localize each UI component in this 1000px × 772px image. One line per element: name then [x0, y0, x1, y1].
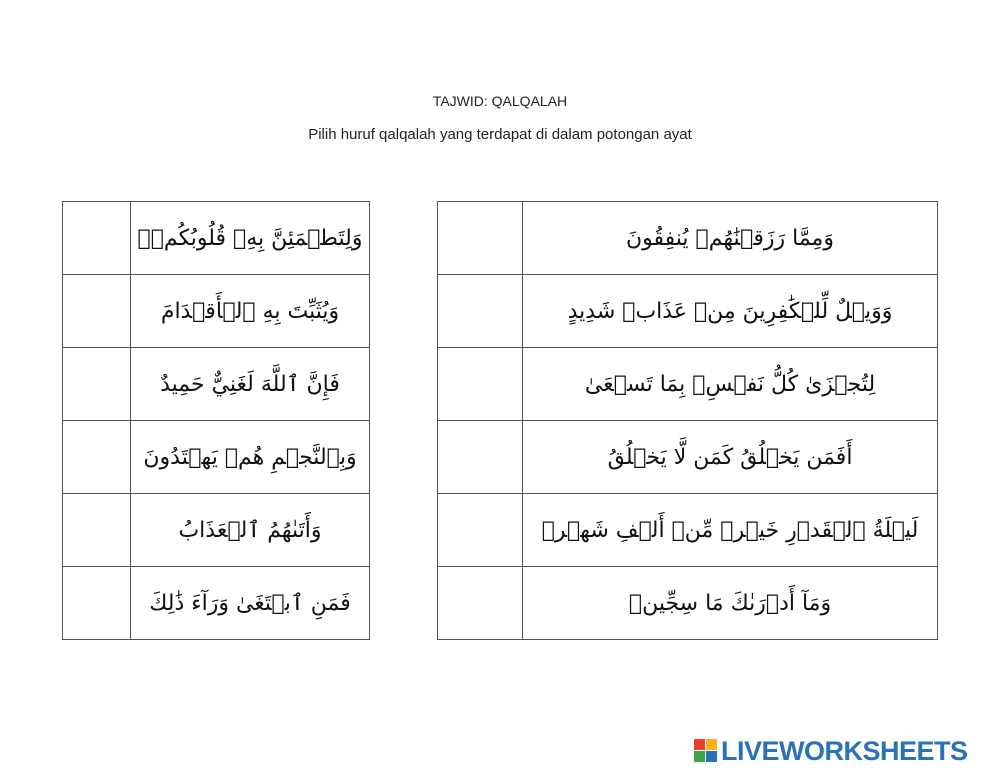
verse-text: لِتُجۡزَىٰ كُلُّ نَفۡسِۭ بِمَا تَسۡعَىٰ	[523, 348, 938, 421]
worksheet-title: TAJWID: QALQALAH	[432, 93, 568, 109]
answer-box[interactable]	[63, 202, 131, 275]
verse-text: فَمَنِ ٱبۡتَغَىٰ وَرَآءَ ذَٰلِكَ	[131, 567, 370, 640]
verse-text: وَمَآ أَدۡرَىٰكَ مَا سِجِّينٞ	[523, 567, 938, 640]
table-row	[438, 275, 938, 348]
verse-text: وَوَيۡلٌ لِّلۡكَٰفِرِينَ مِنۡ عَذَابٖ شَدِيدٍ	[523, 275, 938, 348]
verse-text: أَفَمَن يَخۡلُقُ كَمَن لَّا يَخۡلُقُ	[523, 421, 938, 494]
verse-text: وَبِٱلنَّجۡمِ هُمۡ يَهۡتَدُونَ	[131, 421, 370, 494]
verse-text: فَإِنَّ ٱللَّهَ لَغَنِيٌّ حَمِيدٌ	[131, 348, 370, 421]
answer-box[interactable]	[63, 348, 131, 421]
table-row	[438, 421, 938, 494]
answer-box[interactable]	[63, 275, 131, 348]
table-row	[63, 348, 370, 421]
table-row	[63, 275, 370, 348]
answer-box[interactable]	[63, 421, 131, 494]
logo-square-blue	[706, 751, 717, 762]
verse-text: وَلِتَطۡمَئِنَّ بِهِۦ قُلُوبُكُمۡۚ	[131, 202, 370, 275]
right-verse-table	[437, 201, 938, 640]
table-row	[63, 567, 370, 640]
answer-box[interactable]	[438, 202, 523, 275]
answer-box[interactable]	[63, 567, 131, 640]
table-row	[63, 202, 370, 275]
table-row	[438, 494, 938, 567]
answer-box[interactable]	[438, 275, 523, 348]
left-verse-table	[62, 201, 370, 640]
answer-box[interactable]	[438, 494, 523, 567]
logo-square-red	[694, 739, 705, 750]
table-row	[438, 202, 938, 275]
logo-square-green	[694, 751, 705, 762]
worksheet-instruction: Pilih huruf qalqalah yang terdapat di dalam potongan ayat	[308, 126, 692, 143]
verse-text: لَيۡلَةُ ٱلۡقَدۡرِ خَيۡرٞ مِّنۡ أَلۡفِ شَهۡرٖ	[523, 494, 938, 567]
verse-text: وَيُثَبِّتَ بِهِ ٱلۡأَقۡدَامَ	[131, 275, 370, 348]
answer-box[interactable]	[438, 421, 523, 494]
logo-text: LIVEWORKSHEETS	[721, 736, 968, 766]
table-row	[438, 348, 938, 421]
answer-box[interactable]	[438, 567, 523, 640]
answer-box[interactable]	[63, 494, 131, 567]
liveworksheets-logo	[694, 736, 968, 766]
verse-text: وَمِمَّا رَزَقۡنَٰهُمۡ يُنفِقُونَ	[523, 202, 938, 275]
table-row	[63, 494, 370, 567]
verse-text: وَأَتَىٰهُمُ ٱلۡعَذَابُ	[131, 494, 370, 567]
logo-square-yellow	[706, 739, 717, 750]
table-row	[438, 567, 938, 640]
table-row	[63, 421, 370, 494]
answer-box[interactable]	[438, 348, 523, 421]
logo-squares-icon	[694, 739, 718, 763]
